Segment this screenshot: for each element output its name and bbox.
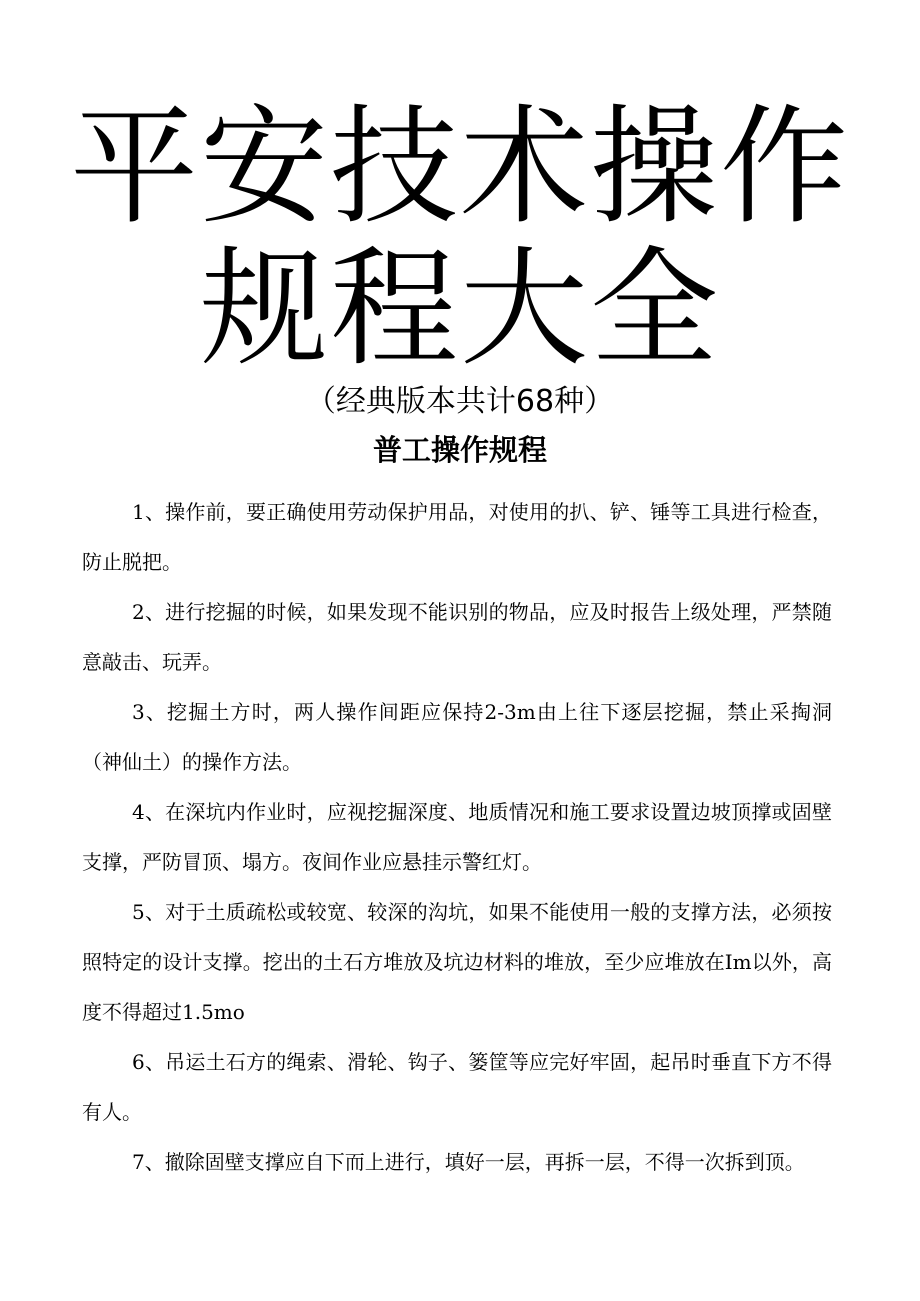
document-title-line-1: 平安技术操作 [69,93,850,242]
rule-item-7: 7、撤除固壁支撑应自下而上进行，填好一层，再拆一层，不得一次拆到顶。 [132,1150,805,1174]
rule-item-3: 3、挖掘土方时，两人操作间距应保持2-3m由上往下逐层挖掘，禁止采掏洞（神仙土）的操作方法。 [82,700,832,774]
rule-item-5: 5、对于土质疏松或较宽、较深的沟坑，如果不能使用一般的支撑方法，必须按照特定的设计支撑。挖出的土石方堆放及坑边材料的堆放，至少应堆放在Im以外，高度不得超过1.5mo [82,900,832,1024]
rule-item-2: 2、进行挖掘的时候，如果发现不能识别的物品，应及时报告上级处理，严禁随意敲击、玩弄。 [82,600,832,674]
rule-list [82,487,832,1187]
rule-item-6: 6、吊运土石方的绳索、滑轮、钩子、篓筐等应完好牢固，起吊时垂直下方不得有人。 [82,1050,832,1124]
document-subtitle: （经典版本共计68种） [305,384,615,419]
rule-item-1: 1、操作前，要正确使用劳动保护用品，对使用的扒、铲、锤等工具进行检查，防止脱把。 [82,500,832,574]
rule-item-4: 4、在深坑内作业时，应视挖掘深度、地质情况和施工要求设置边坡顶撑或固壁支撑，严防冒顶、塌方。夜间作业应悬挂示警红灯。 [82,800,832,874]
section-heading: 普工操作规程 [372,433,547,467]
document-title-line-2: 规程大全 [199,235,720,384]
